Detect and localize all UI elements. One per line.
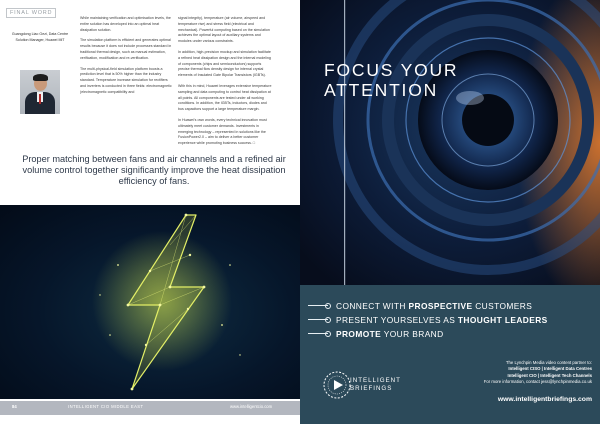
author-portrait bbox=[20, 70, 60, 114]
brand-wordmark: INTELLIGENT BRIEFINGS bbox=[350, 377, 401, 392]
lightning-bolt-icon bbox=[0, 205, 300, 399]
article-column-2 bbox=[178, 16, 272, 152]
pull-quote: Proper matching between fans and air channels and a refined air volume control together significantly improve the heat dissipation efficiency of fans. bbox=[22, 154, 286, 186]
publication-name: INTELLIGENT CIO MIDDLE EAST bbox=[68, 404, 144, 409]
partner-info: The Lynchpin Media video content partner to: Intelligent CISO | Intelligent Data Centres Intelligent CIO | Intelligent Tech Channels For more information, contact jess@lynchpinmedia.co.uk bbox=[483, 360, 592, 385]
headline-line-1: FOCUS YOUR bbox=[324, 60, 459, 80]
camera-lens-image bbox=[300, 0, 600, 285]
headline-line-2: ATTENTION bbox=[324, 80, 439, 100]
benefit-item: PROMOTE YOUR BRAND bbox=[308, 329, 598, 340]
paragraph: While maintaining verification and optimisation levels, the entire solution has developed into an optimal heat dissipation solution. bbox=[80, 16, 171, 32]
paragraph: With this in mind, Huawei leverages extensive temperature sampling and data computing to control heat dissipation at all points. All components are tested under all working conditions. In addition, the IGBTs, inductors, diodes and bus capacitors support a large temperature margin. bbox=[178, 83, 272, 112]
advert-headline bbox=[324, 60, 584, 100]
paragraph: signal integrity), temperature (air volume, airspeed and temperature rise) and stress field (electrical and mechanical). Powerful computing based on the simulation achieves the optimal layout of auxiliary systems and modules under various constraints. bbox=[178, 16, 270, 44]
line-bullet-icon bbox=[308, 333, 328, 334]
portrait-caption: Guangdong Liao Gezi, Data Centre Solution Manager, Huawei MiT bbox=[11, 32, 69, 42]
page-footer bbox=[0, 401, 300, 415]
page-number: 84 bbox=[12, 404, 17, 409]
footer-url[interactable]: www.intelligentcio.com bbox=[230, 404, 273, 409]
paragraph: In Huawei's own words, every technical innovation must ultimately meet customer demands. Investments in emerging technology – represented in solutions like the FusionPower2.0 – aim to deliver a better customer experience while promoting business success. □ bbox=[178, 117, 267, 146]
line-bullet-icon bbox=[308, 319, 328, 320]
paragraph: The simulation platform is efficient and generates optimal results because it does not include processes standard in traditional thermal design, such as manual estimation, verification, modification and re-verification. bbox=[80, 38, 172, 60]
lightning-hero-image bbox=[0, 205, 300, 399]
section-tag: FINAL WORD bbox=[6, 8, 56, 18]
advert-page bbox=[300, 0, 600, 424]
benefit-item: CONNECT WITH PROSPECTIVE CUSTOMERS bbox=[308, 301, 598, 312]
camera-lens-icon bbox=[300, 0, 600, 285]
paragraph: In addition, high-precision mockup and simulation facilitate a refined heat dissipation design and the internal modeling of components (chips and semiconductors) supports precise thermal flow density design for internal crystal elements of Insulated Gate Bipolar Transistors (IGBTs). bbox=[178, 49, 271, 78]
line-bullet-icon bbox=[308, 305, 328, 306]
paragraph: The multi-physical-field simulation platform boosts a prediction level that is 50% higher than the industry standard. Temperature increase simulation for rectifiers and inverters is conducted in three fields: electromagnetic (electromagnetic compatibility and bbox=[80, 66, 172, 94]
benefit-item: PRESENT YOURSELVES AS THOUGHT LEADERS bbox=[308, 315, 598, 326]
benefit-list bbox=[308, 301, 598, 343]
advert-website-link[interactable]: www.intelligentbriefings.com bbox=[497, 396, 592, 403]
play-circle-icon bbox=[322, 362, 352, 408]
article-column-1 bbox=[80, 16, 174, 101]
